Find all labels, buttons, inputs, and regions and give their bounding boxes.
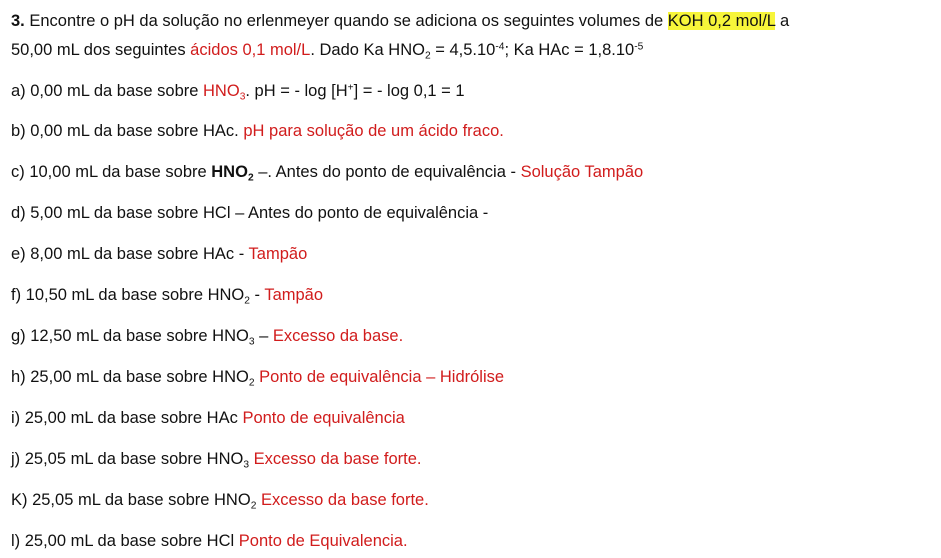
item-f — [11, 284, 323, 306]
acid-concentration: ácidos 0,1 mol/L — [190, 41, 311, 59]
answer-red: Ponto de equivalência — [242, 409, 405, 427]
text: g) 12,50 mL da base sobre HNO — [11, 327, 249, 345]
answer-red: Tampão — [248, 245, 308, 263]
answer-red: Ponto de Equivalencia. — [238, 532, 408, 550]
item-i — [11, 407, 405, 429]
answer-red: Ponto de equivalência – Hidrólise — [259, 368, 505, 386]
text: ; Ka HAc = 1,8.10 — [504, 41, 635, 59]
item-j — [11, 448, 421, 470]
item-e — [11, 243, 307, 265]
question-number: 3. — [11, 12, 25, 30]
text: f) 10,50 mL da base sobre HNO — [11, 286, 245, 304]
item-b — [11, 120, 504, 142]
text: j) 25,05 mL da base sobre HNO — [11, 450, 244, 468]
item-a — [11, 80, 465, 102]
subscript: 3 — [239, 91, 246, 103]
answer-red: Excesso da base forte. — [253, 450, 422, 468]
subscript: 2 — [247, 172, 254, 184]
question-text-end: a — [775, 12, 790, 30]
text: l) 25,00 mL da base sobre HCl — [11, 532, 239, 550]
acid-red: HNO — [203, 82, 240, 100]
text: - — [249, 286, 265, 304]
subscript: 3 — [243, 459, 250, 471]
text: i) 25,00 mL da base sobre HAc — [11, 409, 243, 427]
text: c) 10,00 mL da base sobre — [11, 163, 212, 181]
text: h) 25,00 mL da base sobre HNO — [11, 368, 249, 386]
item-c — [11, 161, 643, 183]
question-line-2 — [11, 39, 643, 61]
answer-red: Tampão — [264, 286, 324, 304]
highlighted-base: KOH 0,2 mol/L — [667, 12, 776, 30]
acid-bold: HNO — [211, 163, 248, 181]
subscript: 2 — [424, 50, 431, 62]
question-text: Encontre o pH da solução no erlenmeyer quando se adiciona os seguintes volumes de — [24, 12, 668, 30]
answer-red: pH para solução de um ácido fraco. — [243, 122, 504, 140]
subscript: 2 — [248, 377, 255, 389]
text: – — [254, 327, 273, 345]
subscript: 2 — [244, 295, 250, 307]
text: ] = - log 0,1 = 1 — [353, 82, 465, 100]
superscript: -5 — [634, 41, 644, 53]
superscript: -4 — [495, 41, 505, 53]
text: . Dado Ka HNO — [310, 41, 425, 59]
text: = 4,5.10 — [430, 41, 496, 59]
text: d) 5,00 mL da base sobre HCl – Antes do ponto de equivalência - — [11, 204, 489, 222]
superscript: + — [347, 82, 354, 94]
text: 50,00 mL dos seguintes — [11, 41, 191, 59]
text: K) 25,05 mL da base sobre HNO — [11, 491, 251, 509]
item-l — [11, 530, 408, 552]
question-line-1 — [11, 10, 789, 32]
text: a) 0,00 mL da base sobre — [11, 82, 204, 100]
answer-red: Excesso da base. — [272, 327, 404, 345]
subscript: 2 — [250, 500, 257, 512]
item-d — [11, 202, 488, 224]
item-h — [11, 366, 504, 388]
answer-red: Solução Tampão — [520, 163, 644, 181]
text: –. Antes do ponto de equivalência - — [253, 163, 521, 181]
text: e) 8,00 mL da base sobre HAc - — [11, 245, 249, 263]
text: b) 0,00 mL da base sobre HAc. — [11, 122, 244, 140]
text: . pH = - log [H — [245, 82, 348, 100]
answer-red: Excesso da base forte. — [260, 491, 429, 509]
subscript: 3 — [248, 336, 255, 348]
item-g — [11, 325, 403, 347]
item-k — [11, 489, 429, 511]
